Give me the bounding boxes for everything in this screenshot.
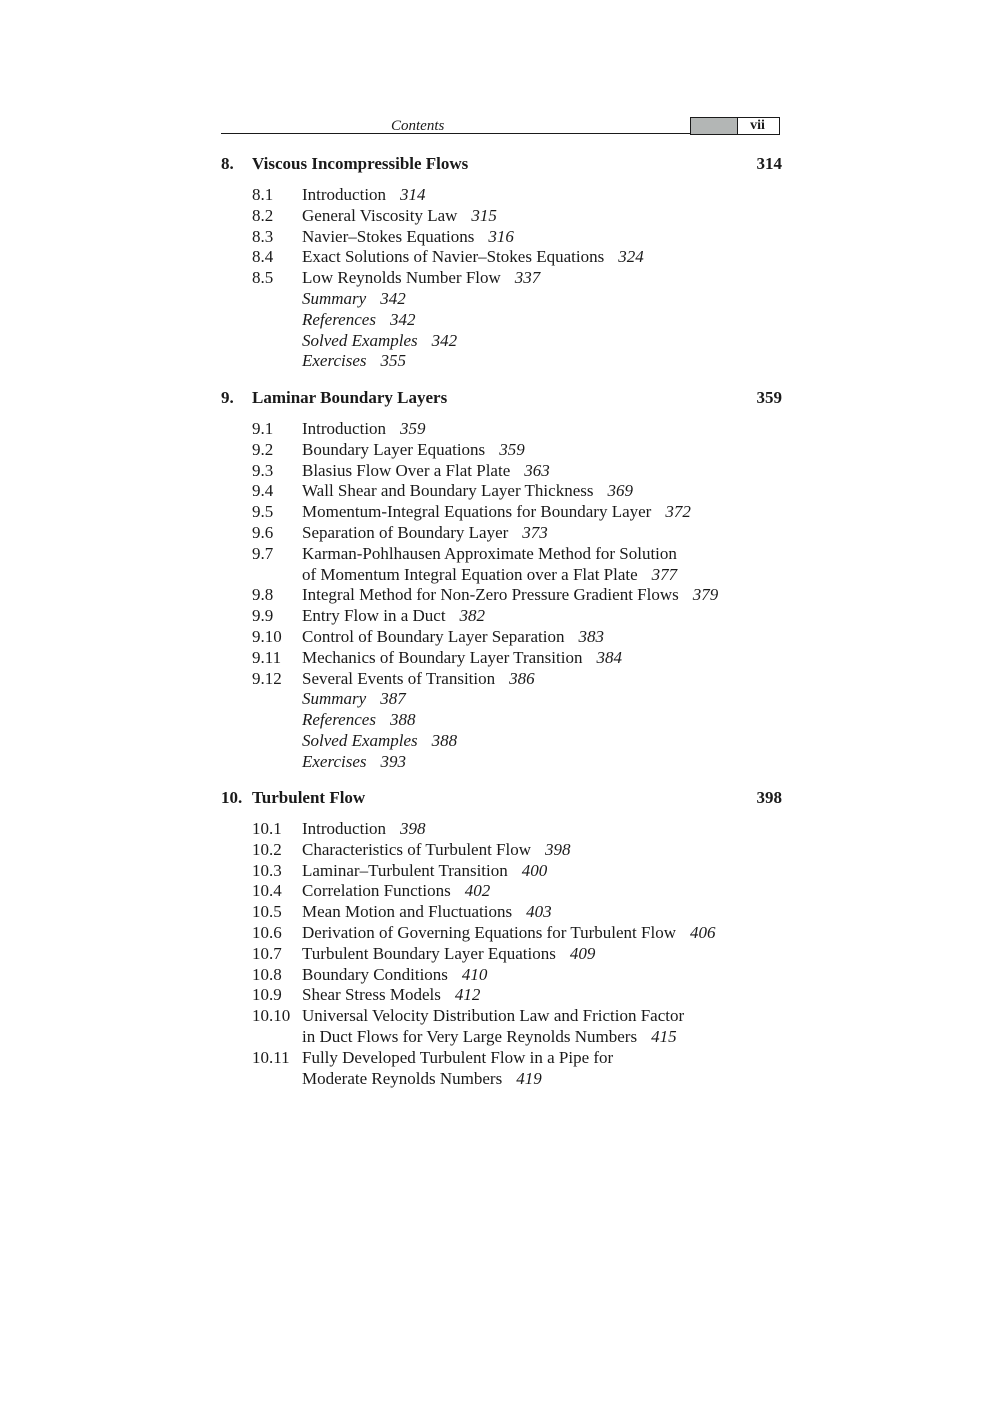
backmatter-entry [221,351,782,372]
section-number: 8.2 [252,205,274,225]
section-number: 10.9 [252,985,282,1005]
section-page: 409 [569,943,596,963]
backmatter-label: References [302,710,376,730]
backmatter-page: 342 [431,330,458,350]
section-title: Boundary Layer Equations [302,439,486,459]
section-title: Separation of Boundary Layer [302,522,509,542]
section-page: 419 [516,1068,542,1088]
section-title: Introduction [302,819,387,838]
section-number: 10.1 [252,819,282,838]
section-title: in Duct Flows for Very Large Reynolds Numbers [302,1026,638,1046]
section-title: Correlation Functions [302,881,451,901]
section-number: 9.1 [252,419,274,438]
backmatter-entry [221,331,782,352]
section-title: Karman-Pohlhausen Approximate Method for Solution [302,543,677,563]
section-title: General Viscosity Law [302,205,458,225]
section-title: Integral Method for Non-Zero Pressure Gradient Flows [302,585,679,605]
section-number: 9.10 [252,626,282,646]
section-number: 8.5 [252,268,274,288]
header-page-number: vii [736,117,780,135]
section-entry [221,227,782,248]
section-entry [221,206,782,227]
chapter-heading [221,154,782,176]
chapter-10 [221,788,782,1089]
running-header [221,116,781,136]
section-page: 373 [522,522,548,542]
section-page: 382 [459,606,486,626]
section-number: 10.4 [252,881,282,901]
section-title: of Momentum Integral Equation over a Flat Plate [302,564,638,584]
section-number: 10.8 [252,964,282,984]
backmatter-page: 388 [431,730,458,750]
section-entry [221,819,782,840]
section-page: 410 [461,964,488,984]
section-page: 359 [499,439,525,459]
section-page: 377 [651,564,678,584]
section-title: Moderate Reynolds Numbers [302,1068,503,1088]
section-number: 9.11 [252,647,282,667]
section-entry [221,502,782,523]
section-entry [221,985,782,1006]
chapter-9 [221,388,782,773]
section-page: 324 [618,247,644,267]
section-page: 316 [488,226,514,246]
backmatter-entry [221,710,782,731]
section-number: 10.5 [252,902,282,922]
section-number: 9.8 [252,585,274,605]
header-title-text: Contents [391,118,445,134]
backmatter-entry [221,689,782,710]
chapter-8 [221,154,782,372]
section-number: 9.7 [252,543,274,563]
section-entry [221,440,782,461]
section-entry [221,585,782,606]
section-number: 9.2 [252,439,274,459]
section-entry [221,1048,782,1090]
section-page: 363 [524,460,550,480]
section-entry [221,861,782,882]
section-title: Universal Velocity Distribution Law and Friction Factor [302,1006,685,1026]
section-list [221,819,782,1089]
section-page: 372 [665,502,691,522]
section-page: 315 [471,205,497,225]
header-rule [221,133,691,134]
section-number: 10.10 [252,1006,291,1026]
section-title: Momentum-Integral Equations for Boundary Layer [302,502,652,522]
backmatter-page: 388 [389,710,416,730]
section-entry [221,523,782,544]
section-page: 402 [464,881,491,901]
section-entry [221,247,782,268]
section-page: 398 [545,839,571,859]
section-title: Fully Developed Turbulent Flow in a Pipe for [302,1047,614,1067]
backmatter-label: References [302,309,376,329]
section-number: 9.5 [252,502,274,522]
section-entry [221,965,782,986]
backmatter-page: 342 [380,288,406,308]
section-page: 369 [607,481,633,501]
chapter-title: Laminar Boundary Layers [252,388,448,407]
section-page: 400 [521,860,548,880]
section-entry [221,881,782,902]
section-number: 8.1 [252,185,274,204]
chapter-page: 359 [756,388,782,407]
section-title: Low Reynolds Number Flow [302,268,501,288]
backmatter-page: 355 [380,351,407,371]
section-page: 398 [400,819,426,838]
section-number: 9.4 [252,481,274,501]
chapter-page: 314 [756,154,782,173]
section-page: 415 [651,1026,677,1046]
section-number: 10.6 [252,922,282,942]
section-number: 9.6 [252,522,274,542]
chapter-heading [221,388,782,410]
section-page: 314 [400,185,426,204]
chapter-heading [221,788,782,810]
section-title: Derivation of Governing Equations for Turbulent Flow [302,922,676,942]
section-title: Exact Solutions of Navier–Stokes Equations [302,247,605,267]
backmatter-entry [221,310,782,331]
section-entry [221,419,782,440]
section-number: 10.7 [252,943,282,963]
section-entry [221,544,782,586]
section-title: Introduction [302,419,387,438]
backmatter-page: 342 [389,309,416,329]
section-page: 383 [578,626,604,646]
backmatter-page: 387 [380,689,406,709]
chapter-number: 9. [221,388,234,407]
section-title: Wall Shear and Boundary Layer Thickness [302,481,594,501]
section-entry [221,648,782,669]
section-entry [221,944,782,965]
backmatter-label: Solved Examples [302,730,418,750]
section-title: Laminar–Turbulent Transition [302,860,508,880]
section-title: Characteristics of Turbulent Flow [302,839,532,859]
section-list [221,185,782,372]
backmatter-page: 393 [380,751,407,771]
section-number: 10.2 [252,839,282,859]
chapter-title: Turbulent Flow [252,788,366,807]
chapter-number: 8. [221,154,234,173]
section-page: 386 [509,668,535,688]
section-title: Shear Stress Models [302,985,441,1005]
chapter-number: 10. [221,788,243,807]
backmatter-entry [221,289,782,310]
section-title: Turbulent Boundary Layer Equations [302,943,556,963]
section-entry [221,268,782,289]
backmatter-entry [221,731,782,752]
section-title: Mean Motion and Fluctuations [302,902,513,922]
section-page: 412 [454,985,481,1005]
section-list [221,419,782,773]
section-entry [221,185,782,206]
section-title: Blasius Flow Over a Flat Plate [302,460,511,480]
section-entry [221,606,782,627]
section-number: 10.3 [252,860,282,880]
section-page: 379 [692,585,719,605]
backmatter-label: Summary [302,689,367,709]
backmatter-label: Exercises [302,751,367,771]
section-title: Entry Flow in a Duct [302,606,446,626]
section-page: 337 [514,268,541,288]
section-entry [221,902,782,923]
section-number: 9.3 [252,460,274,480]
section-number: 9.12 [252,668,282,688]
backmatter-label: Solved Examples [302,330,418,350]
section-entry [221,840,782,861]
section-entry [221,481,782,502]
section-page: 384 [596,647,622,667]
section-title: Several Events of Transition [302,668,496,688]
section-entry [221,923,782,944]
header-shaded-box [690,117,738,135]
section-title: Mechanics of Boundary Layer Transition [302,647,583,667]
section-number: 8.3 [252,226,274,246]
chapter-page: 398 [756,788,782,807]
section-entry [221,669,782,690]
section-page: 359 [400,419,426,438]
chapter-title: Viscous Incompressible Flows [252,154,469,173]
section-page: 403 [526,902,552,922]
section-entry [221,1006,782,1048]
section-title: Navier–Stokes Equations [302,226,475,246]
section-entry [221,461,782,482]
section-number: 10.11 [252,1047,290,1067]
section-title: Boundary Conditions [302,964,448,984]
section-title: Introduction [302,185,387,204]
section-page: 406 [689,922,716,942]
section-title: Control of Boundary Layer Separation [302,626,565,646]
section-entry [221,627,782,648]
section-number: 9.9 [252,606,274,626]
section-number: 8.4 [252,247,274,267]
backmatter-label: Summary [302,288,367,308]
backmatter-entry [221,752,782,773]
backmatter-label: Exercises [302,351,367,371]
